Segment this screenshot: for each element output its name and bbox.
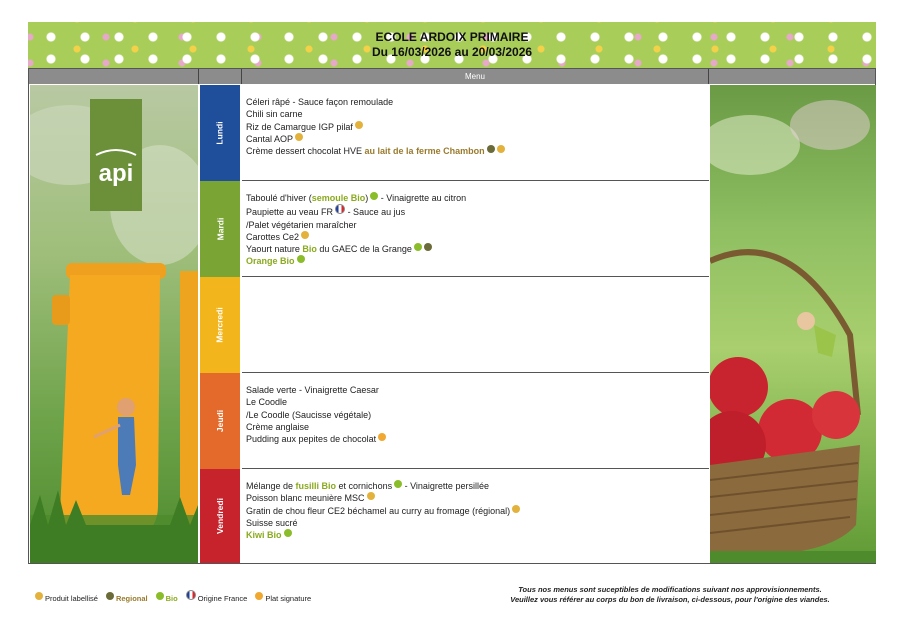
menu-item-text: fusilli Bio xyxy=(295,481,337,491)
menu-item xyxy=(246,219,709,231)
menu-item-sauce: - Sauce au jus xyxy=(345,207,406,218)
menu-item-text: Bio xyxy=(302,244,317,255)
gardener-head xyxy=(117,398,135,416)
regional-icon xyxy=(487,145,495,153)
menu-item-text: Riz de Camargue IGP pilaf xyxy=(246,121,353,132)
day-label-lundi xyxy=(200,85,240,181)
signature-icon xyxy=(378,433,386,441)
label-icon xyxy=(355,121,363,129)
label-icon xyxy=(35,592,43,600)
menu-item-text: Crème dessert chocolat HVE xyxy=(246,146,365,157)
legend-label: Plat signature xyxy=(265,594,312,603)
menu-item-text: Yaourt nature xyxy=(246,244,303,255)
menu-item xyxy=(246,492,709,504)
france-flag-icon xyxy=(186,590,196,600)
label-icon xyxy=(367,492,375,500)
menu-item-text: du GAEC de la Grange xyxy=(316,244,412,255)
menu-item-text: Paupiette au veau FR xyxy=(246,207,334,218)
menu-item-text: ) xyxy=(365,193,369,203)
menu-item-text: Le Coodle xyxy=(246,397,288,408)
menu-item xyxy=(246,517,709,529)
apple-basket-photo xyxy=(710,85,876,563)
menu-item xyxy=(246,243,709,255)
disclaimer-line: Tous nos menus sont suceptibles de modifications suivant nos approvisionnements. xyxy=(518,585,822,594)
legend-label: Regional xyxy=(115,594,148,603)
menu-item xyxy=(246,255,709,267)
menu-item-sauce: - Vinaigrette persillée xyxy=(402,481,489,491)
climber-head xyxy=(797,312,815,330)
menu-frame xyxy=(28,68,876,564)
signature-icon xyxy=(255,592,263,600)
header-banner xyxy=(28,22,876,68)
menu-item xyxy=(246,108,709,120)
bio-icon xyxy=(284,529,292,537)
menu-item-text: semoule Bio xyxy=(311,193,366,203)
bio-icon xyxy=(414,243,422,251)
rain-boots-illustration xyxy=(30,85,198,563)
menu-item-text: Pudding aux pepites de chocolat xyxy=(246,434,377,445)
disclaimer-note xyxy=(470,585,870,605)
menu-item xyxy=(246,409,709,421)
menu-item-sauce: - Vinaigrette au citron xyxy=(378,193,467,203)
apple xyxy=(710,357,768,417)
menu-cell-mercredi xyxy=(242,277,709,373)
menu-cell-lundi xyxy=(242,85,709,181)
menu-item-text: Taboulé d'hiver ( xyxy=(246,193,312,203)
week-dates: Du 16/03/2026 au 20/03/2026 xyxy=(371,45,533,59)
day-name: Jeudi xyxy=(214,409,225,433)
menu-item xyxy=(246,145,709,157)
label-icon xyxy=(512,505,520,513)
menu-item xyxy=(246,231,709,243)
regional-icon xyxy=(106,592,114,600)
apple xyxy=(812,391,860,439)
day-name: Vendredi xyxy=(215,498,225,534)
menu-item-text: Cantal AOP xyxy=(246,133,294,144)
menu-column-header: Menu xyxy=(242,69,709,84)
apple-basket-illustration xyxy=(710,85,876,563)
school-name: ECOLE ARDOIX PRIMAIRE xyxy=(375,30,529,44)
legend-label: Bio xyxy=(165,594,178,603)
bio-icon xyxy=(394,480,402,488)
menu-item xyxy=(246,204,709,218)
climber-body xyxy=(814,325,836,357)
menu-item-text: Crème anglaise xyxy=(246,421,310,432)
menu-item xyxy=(246,121,709,133)
france-flag-icon xyxy=(335,204,345,214)
label-icon xyxy=(301,231,309,239)
menu-cell-vendredi xyxy=(242,469,709,563)
menu-item-text: Kiwi Bio xyxy=(246,530,282,541)
menu-item-text: /Le Coodle (Saucisse végétale) xyxy=(246,409,372,420)
menu-item xyxy=(246,421,709,433)
bio-icon xyxy=(297,255,305,263)
menu-item xyxy=(246,396,709,408)
header-bar-left xyxy=(29,69,199,84)
menu-item xyxy=(246,192,709,204)
menu-item-text: Suisse sucré xyxy=(246,517,298,528)
day-label-vendredi xyxy=(200,469,240,563)
disclaimer-line: Veuillez vous référer au corps du bon de livraison, ci-dessous, pour l'origine des viandes. xyxy=(510,595,830,604)
label-icon xyxy=(497,145,505,153)
menu-item xyxy=(246,96,709,108)
day-label-mercredi xyxy=(200,277,240,373)
legend-label: Produit labellisé xyxy=(45,594,98,603)
menu-item-text: Chili sin carne xyxy=(246,109,303,120)
menu-item xyxy=(246,529,709,541)
yellow-boot xyxy=(60,275,160,537)
menu-item-text: /Palet végétarien maraîcher xyxy=(246,219,357,230)
day-name: Mercredi xyxy=(215,307,225,343)
legend-label: Origine France xyxy=(197,594,248,603)
menu-item-text: Poisson blanc meunière MSC xyxy=(246,493,365,504)
menu-item xyxy=(246,433,709,445)
label-icon xyxy=(295,133,303,141)
menu-item-text: Salade verte - Vinaigrette Caesar xyxy=(246,385,379,395)
menu-item-text: Orange Bio xyxy=(246,256,295,267)
legend xyxy=(33,590,317,603)
menu-cell-jeudi xyxy=(242,373,709,469)
header-bar-day xyxy=(199,69,242,84)
bio-icon xyxy=(156,592,164,600)
header-bar-right xyxy=(709,69,875,84)
menu-item xyxy=(246,505,709,517)
menu-item-text: Gratin de chou fleur CE2 béchamel au curry au fromage (régional) xyxy=(246,505,511,516)
menu-item xyxy=(246,133,709,145)
menu-item-text: au lait de la ferme Chambon xyxy=(364,146,485,157)
regional-icon xyxy=(424,243,432,251)
day-name: Lundi xyxy=(214,121,225,145)
menu-item-text: Carottes Ce2 xyxy=(246,231,300,242)
api-logo-text: api xyxy=(98,160,134,187)
menu-cell-mardi xyxy=(242,181,709,277)
day-label-mardi xyxy=(200,181,240,277)
header-title-box xyxy=(28,30,876,60)
menu-item-text: Céleri râpé - Sauce façon remoulade xyxy=(246,97,394,107)
menu-item-text: Mélange de xyxy=(246,481,296,491)
day-name: Mardi xyxy=(214,217,225,241)
menu-item xyxy=(246,480,709,492)
menu-item xyxy=(246,384,709,396)
day-label-jeudi xyxy=(200,373,240,469)
menu-item-text: et cornichons xyxy=(336,481,393,491)
rain-boots-photo xyxy=(30,85,198,563)
